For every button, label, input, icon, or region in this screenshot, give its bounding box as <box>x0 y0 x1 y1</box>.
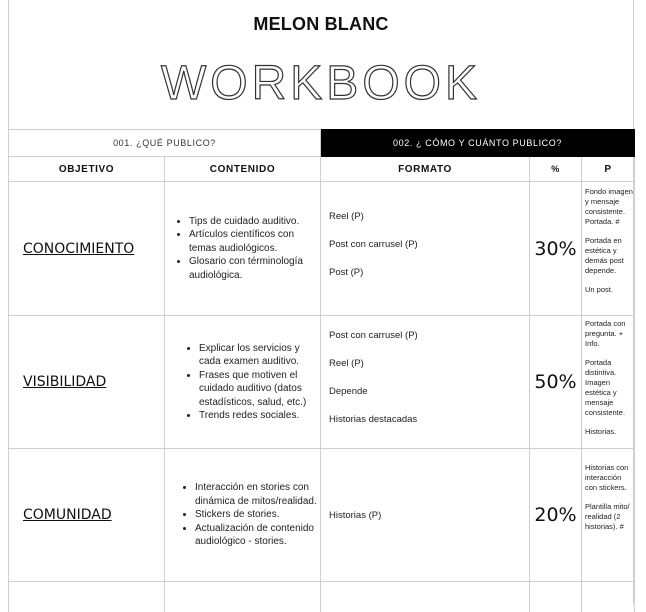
header-p: P <box>582 157 635 182</box>
note: Portada con pregunta. + Info. <box>585 319 634 349</box>
section-2-label: 002. ¿ CÓMO Y CUÁNTO PUBLICO? <box>321 130 635 157</box>
notes-cell <box>582 182 635 316</box>
objective-cell: VISIBILIDAD <box>9 316 165 449</box>
note: Fondo imagen y mensaje consistente. Portada. # <box>585 187 634 227</box>
format-item: Post con carrusel (P) <box>329 329 529 342</box>
list-item: • Trends redes sociales. <box>199 409 320 423</box>
planning-table <box>8 129 635 612</box>
header-objetivo: OBJETIVO <box>9 157 165 182</box>
note: Historias con interacción con stickers. <box>585 463 634 493</box>
format-item: Post (P) <box>329 266 529 279</box>
header-row <box>9 157 635 182</box>
content-cell <box>165 449 321 582</box>
format-item: Reel (P) <box>329 210 529 223</box>
objective-cell: CONOCIMIENTO <box>9 182 165 316</box>
note: Portada en estética y demás post depende. <box>585 236 634 276</box>
format-cell <box>321 316 530 449</box>
section-row <box>9 130 635 157</box>
table-row <box>9 449 635 582</box>
header-contenido: CONTENIDO <box>165 157 321 182</box>
list-item: • Tips de cuidado auditivo. <box>189 215 320 229</box>
list-item: • Glosario con términología audiológica. <box>189 255 320 282</box>
list-item: • Actualización de contenido audiológico - stories. <box>195 522 320 549</box>
notes-cell <box>582 316 635 449</box>
format-item: Historias destacadas <box>329 413 529 426</box>
percent-cell: 30% <box>530 182 582 316</box>
workbook-page <box>8 0 634 604</box>
format-item: Post con carrusel (P) <box>329 238 529 251</box>
workbook-heading: WORKBOOK <box>8 56 634 111</box>
brand-title: MELON BLANC <box>8 14 634 35</box>
percent-cell: 20% <box>530 449 582 582</box>
table-row <box>9 316 635 449</box>
format-item: Depende <box>329 385 529 398</box>
format-cell <box>321 182 530 316</box>
list-item: • Artículos científicos con temas audiológicos. <box>189 228 320 255</box>
header-percent: % <box>530 157 582 182</box>
list-item: • Stickers de stories. <box>195 508 320 522</box>
section-1-label: 001. ¿QUÉ PUBLICO? <box>9 130 321 157</box>
content-cell <box>165 316 321 449</box>
table-row-empty <box>9 582 635 612</box>
list-item: • Frases que motiven el cuidado auditivo (datos estadísticos, salud, etc.) <box>199 369 320 410</box>
header-formato: FORMATO <box>321 157 530 182</box>
note: Historias. <box>585 427 634 437</box>
format-cell <box>321 449 530 582</box>
objective-cell: COMUNIDAD <box>9 449 165 582</box>
list-item: • Explicar los servicios y cada examen auditivo. <box>199 342 320 369</box>
note: Un post. <box>585 285 634 295</box>
content-cell <box>165 182 321 316</box>
list-item: • Interacción en stories con dinámica de mitos/realidad. <box>195 481 320 508</box>
format-item: Reel (P) <box>329 357 529 370</box>
format-item: Historias (P) <box>329 509 529 522</box>
note: Portada distintiva. Imagen estética y mensaje consistente. <box>585 358 634 418</box>
note: Plantilla mito/ realidad (2 historias). # <box>585 502 634 532</box>
percent-cell: 50% <box>530 316 582 449</box>
notes-cell <box>582 449 635 582</box>
table-row <box>9 182 635 316</box>
